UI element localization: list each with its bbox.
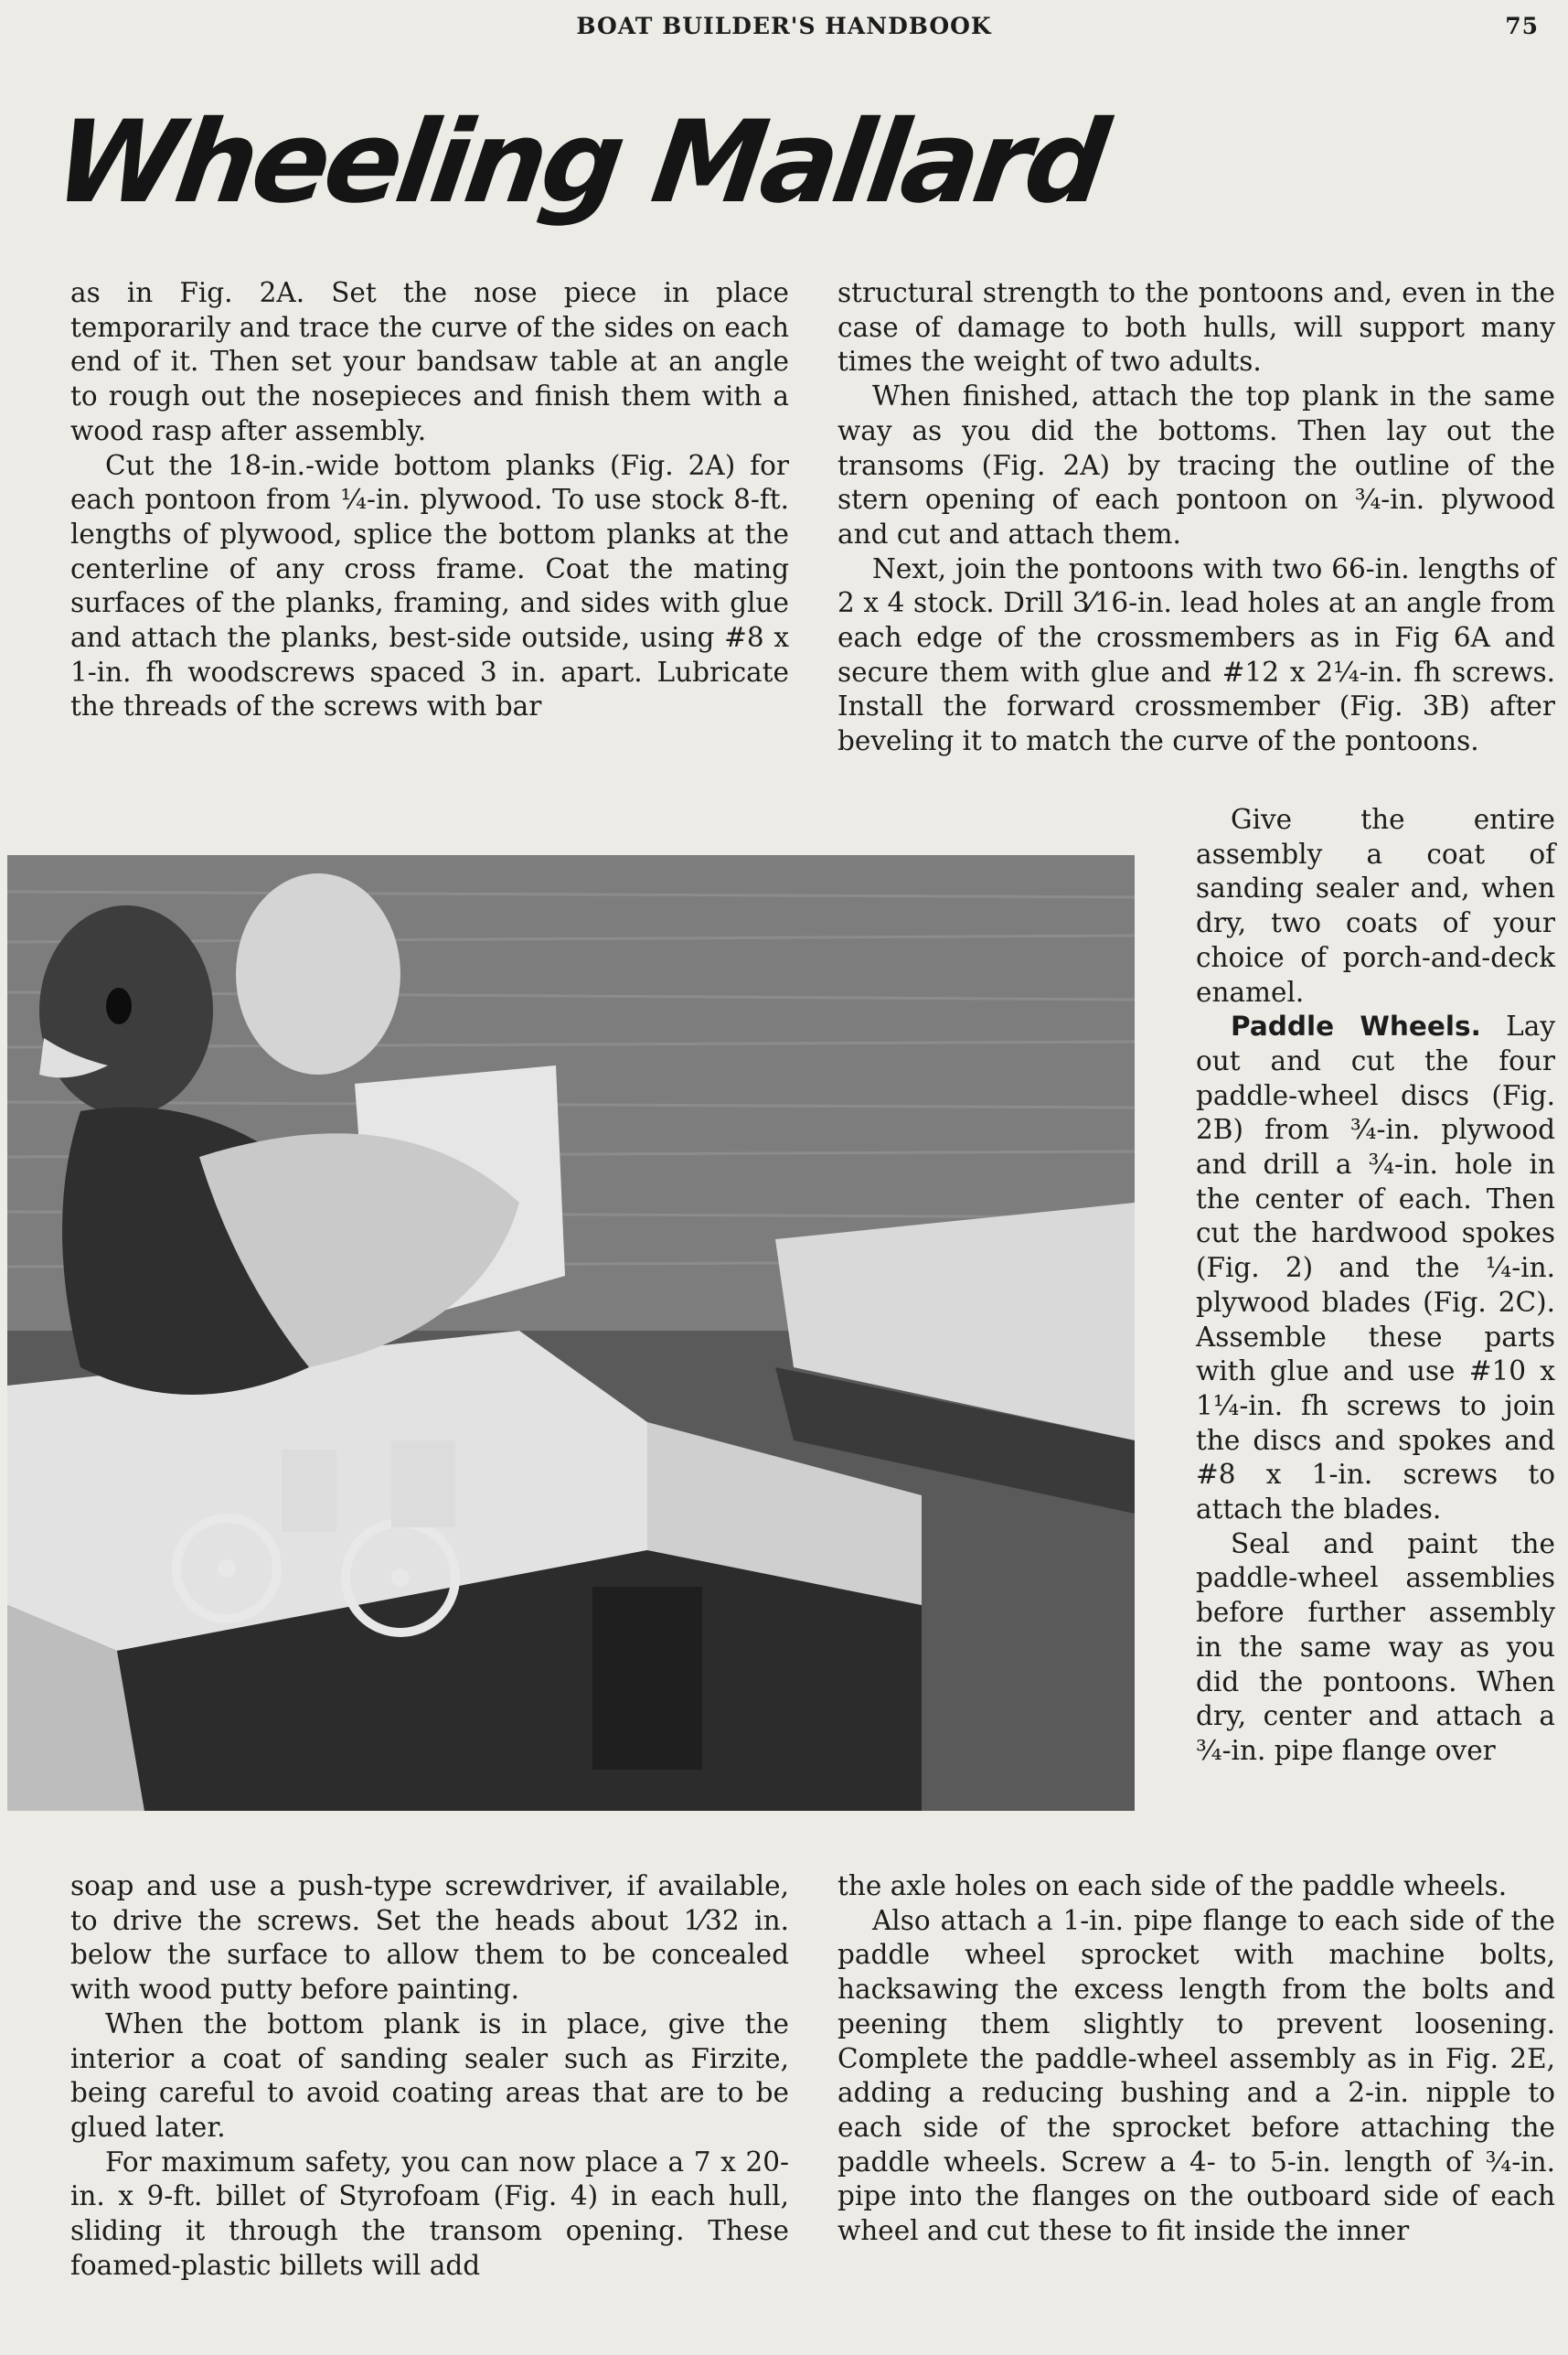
column-right-middle: [1196, 803, 1555, 1769]
paragraph: as in Fig. 2A. Set the nose piece in place temporarily and trace the curve of the sides on each end of it. Then set your bandsaw table at an angle to rough out the nosepieces and finish them with a wood rasp after assembly.: [70, 277, 789, 446]
article-title: Wheeling Mallard: [47, 97, 1113, 229]
paragraph-text: Lay out and cut the four paddle-wheel discs (Fig. 2B) from ¾-in. plywood and drill a ¾-in. hole in the center of each. Then cut the hardwood spokes (Fig. 2) and the ¼-in. plywood blades (Fig. 2C). Assemble these parts with glue and use #10 x 1¼-in. fh screws to join the discs and spokes and #8 x 1-in. screws to attach the blades.: [1196, 1011, 1555, 1525]
paragraph: [1196, 1010, 1555, 1527]
running-head-title: BOAT BUILDER'S HANDBOOK: [576, 13, 992, 39]
page-number: 75: [1505, 13, 1539, 39]
column-left-bottom: [70, 1869, 789, 2283]
running-head: [0, 13, 1568, 49]
mallard-pedal-boat-photo: [7, 855, 1135, 1811]
paragraph: Give the entire assembly a coat of sanding sealer and, when dry, two coats of your choice of porch-and-deck enamel.: [1196, 804, 1555, 1008]
section-heading-paddle-wheels: Paddle Wheels.: [1231, 1011, 1481, 1043]
paragraph: Also attach a 1-in. pipe flange to each side of the paddle wheel sprocket with machine bolts, hacksawing the excess length from the bolts and peening them slightly to prevent loosening. Complete the paddle-wheel assembly as in Fig. 2E, adding a reducing bushing and a 2-in. nipple to each side of the sprocket before attaching the paddle wheels. Screw a 4- to 5-in. length of ¾-in. pipe into the flanges on the outboard side of each wheel and cut these to fit inside the inner: [837, 1904, 1555, 2247]
column-right-bottom: [837, 1869, 1555, 2249]
paragraph: When the bottom plank is in place, give the interior a coat of sanding sealer such as Firzite, being careful to avoid coating areas that are to be glued later.: [70, 2007, 789, 2143]
paragraph: Cut the 18-in.-wide bottom planks (Fig. 2A) for each pontoon from ¼-in. plywood. To use stock 8-ft. lengths of plywood, splice the bottom planks at the centerline of any cross frame. Coat the mating surfaces of the planks, framing, and sides with glue and attach the planks, best-side outside, using #8 x 1-in. fh woodscrews spaced 3 in. apart. Lubricate the threads of the screws with bar: [70, 449, 789, 723]
paragraph: structural strength to the pontoons and, even in the case of damage to both hulls, will support many times the weight of two adults.: [837, 277, 1555, 378]
column-right-top: [837, 276, 1555, 759]
paragraph: soap and use a push-type screwdriver, if available, to drive the screws. Set the heads about 1⁄32 in. below the surface to allow them to be concealed with wood putty before painting.: [70, 1870, 789, 2006]
paragraph: Next, join the pontoons with two 66-in. lengths of 2 x 4 stock. Drill 3⁄16-in. lead holes at an angle from each edge of the crossmembers as in Fig 6A and secure them with glue and #12 x 2¼-in. fh screws. Install the forward crossmember (Fig. 3B) after beveling it to match the curve of the pontoons.: [837, 552, 1555, 757]
paragraph: the axle holes on each side of the paddle wheels.: [837, 1870, 1508, 1901]
photo-illustration: [7, 855, 1135, 1811]
paragraph: Seal and paint the paddle-wheel assemblies before further assembly in the same way as you did the pontoons. When dry, center and attach a ¾-in. pipe flange over: [1196, 1527, 1555, 1766]
paragraph: For maximum safety, you can now place a 7 x 20-in. x 9-ft. billet of Styrofoam (Fig. 4) in each hull, sliding it through the transom opening. These foamed-plastic billets will add: [70, 2146, 789, 2281]
column-left-top: [70, 276, 789, 724]
paragraph: When finished, attach the top plank in the same way as you did the bottoms. Then lay out the transoms (Fig. 2A) by tracing the outline of the stern opening of each pontoon on ¾-in. plywood and cut and attach them.: [837, 380, 1555, 550]
